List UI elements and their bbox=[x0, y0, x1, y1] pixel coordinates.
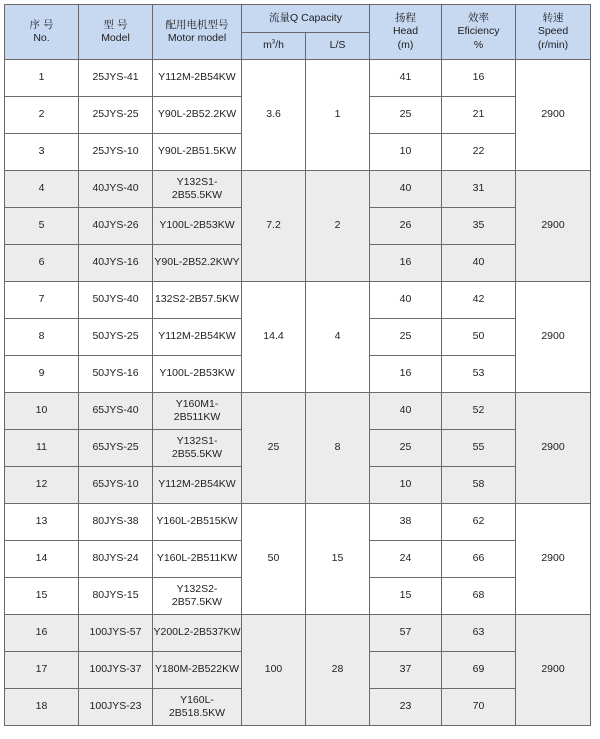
header-efficiency-en: Eficiency bbox=[457, 25, 500, 38]
cell-head: 38 bbox=[370, 504, 442, 541]
cell-capacity-ls: 2 bbox=[306, 171, 370, 282]
cell-motor: Y160L-2B511KW bbox=[153, 541, 242, 578]
header-no-en: No. bbox=[33, 32, 50, 44]
cell-capacity-ls: 8 bbox=[306, 393, 370, 504]
cell-capacity-m3h: 100 bbox=[242, 615, 306, 726]
cell-model: 50JYS-16 bbox=[79, 356, 153, 393]
header-model-en: Model bbox=[101, 32, 130, 44]
header-speed-zh: 转速 bbox=[542, 12, 564, 25]
cell-motor: Y100L-2B53KW bbox=[153, 356, 242, 393]
cell-motor: Y132S1-2B55.5KW bbox=[153, 430, 242, 467]
cell-no: 15 bbox=[5, 578, 79, 615]
cell-no: 12 bbox=[5, 467, 79, 504]
table-row bbox=[5, 504, 591, 541]
cell-efficiency: 70 bbox=[442, 689, 516, 726]
cell-no: 5 bbox=[5, 208, 79, 245]
cell-model: 40JYS-40 bbox=[79, 171, 153, 208]
cell-speed: 2900 bbox=[516, 171, 591, 282]
cell-motor: Y160L-2B518.5KW bbox=[153, 689, 242, 726]
cell-no: 4 bbox=[5, 171, 79, 208]
cell-model: 100JYS-23 bbox=[79, 689, 153, 726]
header-capacity-ls: L/S bbox=[306, 33, 370, 60]
cell-model: 25JYS-25 bbox=[79, 97, 153, 134]
table-row bbox=[5, 393, 591, 430]
cell-model: 65JYS-10 bbox=[79, 467, 153, 504]
header-head bbox=[370, 5, 442, 60]
cell-head: 40 bbox=[370, 282, 442, 319]
pump-spec-table bbox=[4, 4, 591, 726]
cell-efficiency: 68 bbox=[442, 578, 516, 615]
cell-motor: Y90L-2B52.2KWY bbox=[153, 245, 242, 282]
spec-table-container bbox=[4, 4, 591, 726]
cell-model: 80JYS-15 bbox=[79, 578, 153, 615]
cell-capacity-ls: 1 bbox=[306, 60, 370, 171]
cell-efficiency: 62 bbox=[442, 504, 516, 541]
cell-no: 14 bbox=[5, 541, 79, 578]
cell-efficiency: 53 bbox=[442, 356, 516, 393]
cell-capacity-ls: 4 bbox=[306, 282, 370, 393]
unit-m3h-base: m bbox=[263, 39, 272, 52]
cell-model: 65JYS-25 bbox=[79, 430, 153, 467]
header-motor-zh: 配用电机型号 bbox=[165, 18, 229, 31]
cell-model: 100JYS-37 bbox=[79, 652, 153, 689]
table-row bbox=[5, 60, 591, 97]
cell-model: 80JYS-38 bbox=[79, 504, 153, 541]
header-head-zh: 扬程 bbox=[395, 12, 416, 25]
cell-speed: 2900 bbox=[516, 282, 591, 393]
cell-head: 23 bbox=[370, 689, 442, 726]
cell-model: 40JYS-26 bbox=[79, 208, 153, 245]
cell-no: 2 bbox=[5, 97, 79, 134]
cell-efficiency: 22 bbox=[442, 134, 516, 171]
cell-capacity-ls: 15 bbox=[306, 504, 370, 615]
cell-capacity-m3h: 50 bbox=[242, 504, 306, 615]
cell-motor: Y100L-2B53KW bbox=[153, 208, 242, 245]
cell-model: 65JYS-40 bbox=[79, 393, 153, 430]
cell-motor: Y132S1-2B55.5KW bbox=[153, 171, 242, 208]
header-motor bbox=[153, 5, 242, 60]
cell-model: 100JYS-57 bbox=[79, 615, 153, 652]
cell-model: 50JYS-25 bbox=[79, 319, 153, 356]
cell-capacity-ls: 28 bbox=[306, 615, 370, 726]
cell-efficiency: 50 bbox=[442, 319, 516, 356]
cell-efficiency: 52 bbox=[442, 393, 516, 430]
cell-motor: Y112M-2B54KW bbox=[153, 319, 242, 356]
cell-speed: 2900 bbox=[516, 615, 591, 726]
cell-head: 41 bbox=[370, 60, 442, 97]
cell-efficiency: 16 bbox=[442, 60, 516, 97]
cell-head: 40 bbox=[370, 171, 442, 208]
header-speed-unit: (r/min) bbox=[537, 38, 569, 51]
cell-efficiency: 58 bbox=[442, 467, 516, 504]
cell-motor: Y90L-2B52.2KW bbox=[153, 97, 242, 134]
header-efficiency-zh: 效率 bbox=[468, 12, 489, 25]
cell-speed: 2900 bbox=[516, 504, 591, 615]
cell-no: 18 bbox=[5, 689, 79, 726]
cell-no: 17 bbox=[5, 652, 79, 689]
cell-head: 57 bbox=[370, 615, 442, 652]
cell-no: 1 bbox=[5, 60, 79, 97]
header-speed bbox=[516, 5, 591, 60]
unit-m3h-exp: 3 bbox=[271, 39, 276, 46]
cell-head: 25 bbox=[370, 430, 442, 467]
cell-model: 25JYS-10 bbox=[79, 134, 153, 171]
header-no bbox=[5, 5, 79, 60]
header-head-en: Head bbox=[392, 25, 419, 38]
cell-motor: Y200L2-2B537KW bbox=[153, 615, 242, 652]
header-motor-en: Motor model bbox=[167, 32, 227, 44]
cell-head: 15 bbox=[370, 578, 442, 615]
cell-capacity-m3h: 7.2 bbox=[242, 171, 306, 282]
cell-efficiency: 35 bbox=[442, 208, 516, 245]
cell-motor: Y112M-2B54KW bbox=[153, 60, 242, 97]
cell-no: 6 bbox=[5, 245, 79, 282]
cell-motor: Y112M-2B54KW bbox=[153, 467, 242, 504]
cell-motor: 132S2-2B57.5KW bbox=[153, 282, 242, 319]
cell-motor: Y90L-2B51.5KW bbox=[153, 134, 242, 171]
cell-no: 11 bbox=[5, 430, 79, 467]
header-speed-en: Speed bbox=[537, 25, 569, 38]
header-efficiency bbox=[442, 5, 516, 60]
table-row bbox=[5, 615, 591, 652]
cell-no: 3 bbox=[5, 134, 79, 171]
cell-no: 7 bbox=[5, 282, 79, 319]
cell-efficiency: 66 bbox=[442, 541, 516, 578]
cell-efficiency: 31 bbox=[442, 171, 516, 208]
cell-no: 16 bbox=[5, 615, 79, 652]
cell-efficiency: 69 bbox=[442, 652, 516, 689]
cell-model: 40JYS-16 bbox=[79, 245, 153, 282]
cell-speed: 2900 bbox=[516, 393, 591, 504]
cell-no: 10 bbox=[5, 393, 79, 430]
cell-motor: Y132S2-2B57.5KW bbox=[153, 578, 242, 615]
cell-no: 8 bbox=[5, 319, 79, 356]
header-row bbox=[5, 5, 591, 33]
cell-head: 40 bbox=[370, 393, 442, 430]
table-body bbox=[5, 60, 591, 726]
cell-head: 24 bbox=[370, 541, 442, 578]
cell-model: 80JYS-24 bbox=[79, 541, 153, 578]
table-row bbox=[5, 171, 591, 208]
header-efficiency-unit: % bbox=[473, 38, 484, 51]
cell-model: 50JYS-40 bbox=[79, 282, 153, 319]
header-capacity-m3h bbox=[242, 33, 306, 60]
cell-head: 37 bbox=[370, 652, 442, 689]
cell-capacity-m3h: 25 bbox=[242, 393, 306, 504]
cell-no: 13 bbox=[5, 504, 79, 541]
cell-capacity-m3h: 3.6 bbox=[242, 60, 306, 171]
header-capacity: 流量Q Capacity bbox=[242, 5, 370, 33]
cell-head: 16 bbox=[370, 245, 442, 282]
table-row bbox=[5, 282, 591, 319]
cell-efficiency: 42 bbox=[442, 282, 516, 319]
cell-efficiency: 63 bbox=[442, 615, 516, 652]
cell-head: 10 bbox=[370, 134, 442, 171]
cell-motor: Y180M-2B522KW bbox=[153, 652, 242, 689]
cell-head: 25 bbox=[370, 319, 442, 356]
cell-no: 9 bbox=[5, 356, 79, 393]
header-model bbox=[79, 5, 153, 60]
cell-speed: 2900 bbox=[516, 60, 591, 171]
header-model-zh: 型 号 bbox=[103, 18, 128, 31]
cell-head: 25 bbox=[370, 97, 442, 134]
cell-efficiency: 55 bbox=[442, 430, 516, 467]
cell-model: 25JYS-41 bbox=[79, 60, 153, 97]
cell-head: 26 bbox=[370, 208, 442, 245]
cell-head: 16 bbox=[370, 356, 442, 393]
cell-efficiency: 40 bbox=[442, 245, 516, 282]
header-no-zh: 序 号 bbox=[29, 18, 54, 31]
cell-efficiency: 21 bbox=[442, 97, 516, 134]
cell-motor: Y160L-2B515KW bbox=[153, 504, 242, 541]
cell-capacity-m3h: 14.4 bbox=[242, 282, 306, 393]
cell-motor: Y160M1-2B511KW bbox=[153, 393, 242, 430]
cell-head: 10 bbox=[370, 467, 442, 504]
header-head-unit: (m) bbox=[397, 38, 414, 51]
unit-m3h-tail: /h bbox=[275, 39, 284, 52]
